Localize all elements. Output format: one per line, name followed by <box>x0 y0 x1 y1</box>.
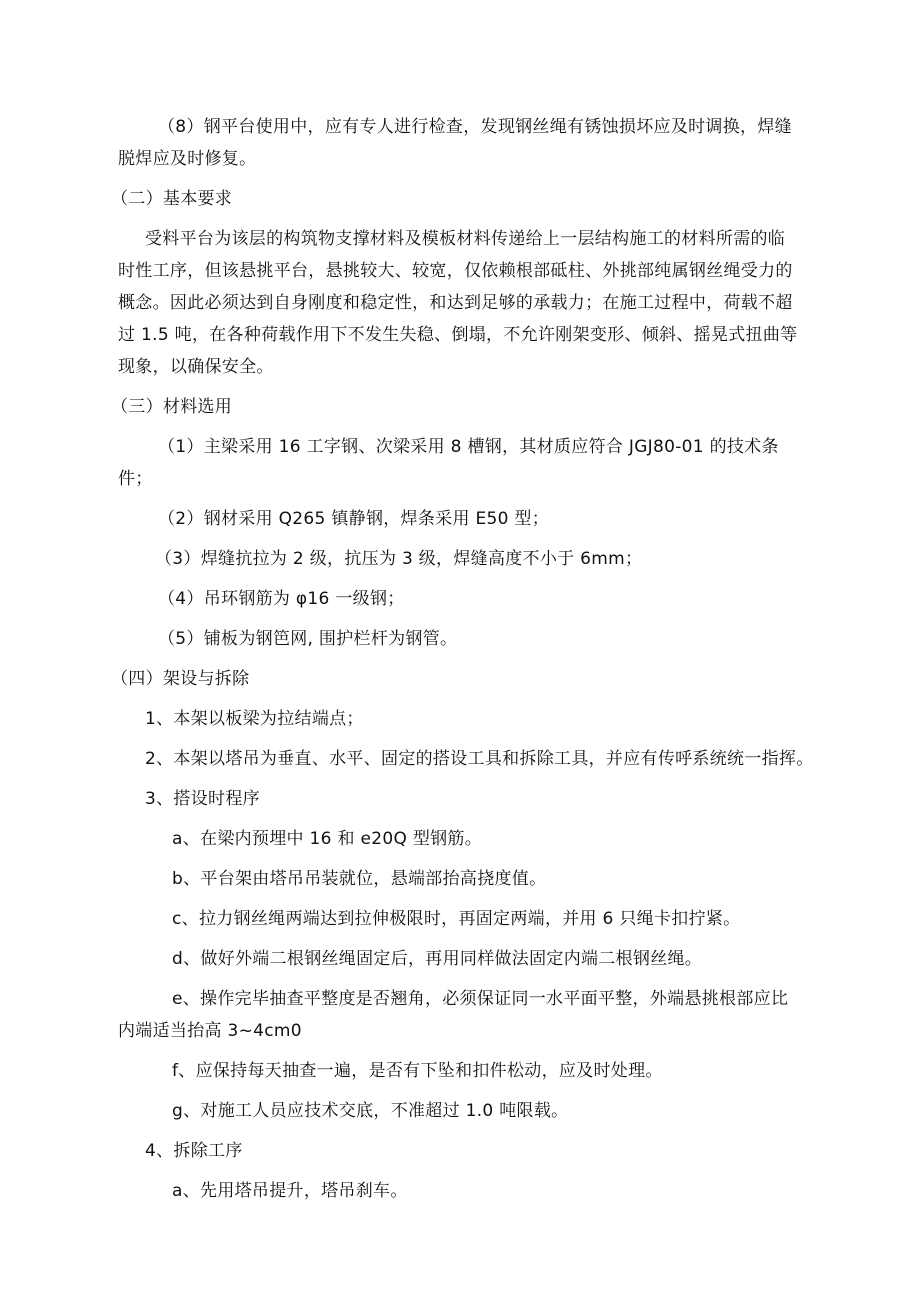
basic-para-line-1: 受料平台为该层的构筑物支撑材料及模板材料传递给上一层结构施工的材料所需的临 <box>145 229 786 249</box>
material-item-2: （2）钢材采用 Q265 镇静钢，焊条采用 E50 型； <box>158 509 550 529</box>
erect-substep-c: c、拉力钢丝绳两端达到拉伸极限时，再固定两端，并用 6 只绳卡扣拧紧。 <box>172 909 741 929</box>
section-heading-erection-removal: （四）架设与拆除 <box>111 669 250 689</box>
basic-para-line-5: 现象，以确保安全。 <box>118 357 274 377</box>
material-item-4: （4）吊环钢筋为 φ16 一级钢； <box>158 589 405 609</box>
erect-step-1: 1、本架以板梁为拉结端点； <box>145 709 364 729</box>
erect-substep-d: d、做好外端二根钢丝绳固定后，再用同样做法固定内端二根钢丝绳。 <box>172 949 703 969</box>
erect-substep-g: g、对施工人员应技术交底，不准超过 1.0 吨限载。 <box>172 1101 569 1121</box>
material-item-1-line-1: （1）主梁采用 16 工字钢、次梁采用 8 槽钢，其材质应符合 JGJ80-01 的技术条 <box>158 437 779 457</box>
basic-para-line-4: 过 1.5 吨，在各种荷载作用下不发生失稳、倒塌，不允许刚架变形、倾斜、摇晃式扭曲等 <box>118 325 798 345</box>
erect-substep-b: b、平台架由塔吊吊装就位，悬端部抬高挠度值。 <box>172 869 547 889</box>
para-8-line-2: 脱焊应及时修复。 <box>118 149 257 169</box>
removal-substep-a: a、先用塔吊提升，塔吊刹车。 <box>172 1181 408 1201</box>
removal-step-4: 4、拆除工序 <box>145 1141 243 1161</box>
erect-substep-e-line-1: e、操作完毕抽查平整度是否翘角，必须保证同一水平面平整，外端悬挑根部应比 <box>172 989 789 1009</box>
basic-para-line-3: 概念。因此必须达到自身刚度和稳定性，和达到足够的承载力；在施工过程中，荷载不超 <box>118 293 793 313</box>
material-item-5: （5）铺板为钢笆网, 围护栏杆为钢管。 <box>158 629 458 649</box>
erect-substep-f: f、应保持每天抽查一遍，是否有下坠和扣件松动，应及时处理。 <box>172 1061 663 1081</box>
basic-para-line-2: 时性工序，但该悬挑平台，悬挑较大、较宽，仅依赖根部砥柱、外挑部纯属钢丝绳受力的 <box>118 261 793 281</box>
para-8-line-1: （8）钢平台使用中，应有专人进行检查，发现钢丝绳有锈蚀损坏应及时调换，焊缝 <box>158 117 792 137</box>
erect-substep-e-line-2: 内端适当抬高 3~4cm0 <box>118 1021 302 1041</box>
material-item-3: （3）焊缝抗拉为 2 级，抗压为 3 级，焊缝高度不小于 6mm； <box>155 549 643 569</box>
erect-step-2: 2、本架以塔吊为垂直、水平、固定的搭设工具和拆除工具，并应有传呼系统统一指挥。 <box>145 749 814 769</box>
section-heading-basic-requirements: （二）基本要求 <box>111 189 233 209</box>
erect-substep-a: a、在梁内预埋中 16 和 e20Q 型钢筋。 <box>172 829 483 849</box>
section-heading-materials: （三）材料选用 <box>111 397 233 417</box>
material-item-1-line-2: 件； <box>118 469 153 489</box>
erect-step-3: 3、搭设时程序 <box>145 789 260 809</box>
